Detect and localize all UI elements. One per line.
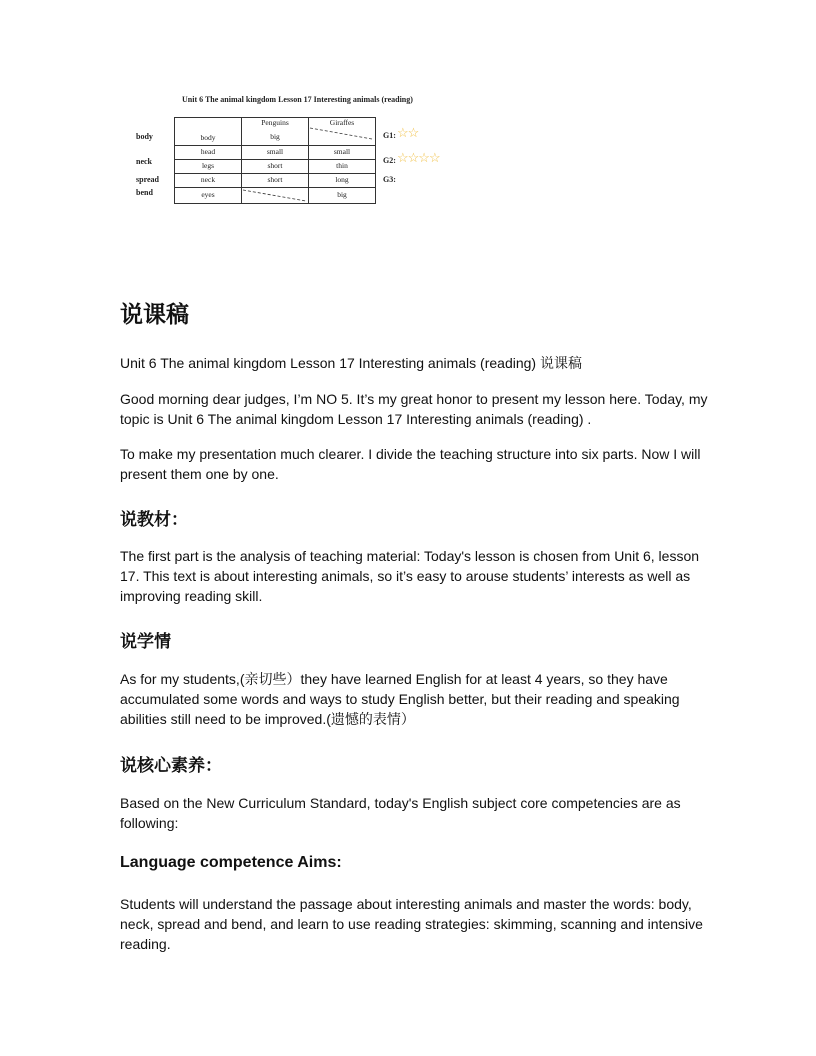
intro-paragraph-2: To make my presentation much clearer. I divide the teaching structure into six parts. Now I will present them one by one. — [120, 446, 701, 482]
material-paragraph: The first part is the analysis of teaching material: Today's lesson is chosen from Unit 6, lesson 17. This text is about interesting animals, so it’s easy to arouse students’ interests as well as improving reading skill. — [120, 548, 700, 604]
table-cell: eyes — [201, 190, 215, 199]
section-heading-core: 说核心素养： — [120, 756, 222, 776]
dashed-marks — [0, 0, 816, 215]
table-cell: body — [200, 133, 216, 142]
side-word-body: body — [136, 132, 153, 141]
section-heading-material: 说教材： — [120, 510, 188, 530]
figure-title: Unit 6 The animal kingdom Lesson 17 Interesting animals (reading) — [182, 95, 413, 104]
table-cell: small — [266, 147, 284, 156]
section-heading-language: Language competence Aims: — [120, 854, 342, 871]
doc-subtitle: Unit 6 The animal kingdom Lesson 17 Interesting animals (reading) 说课稿 — [120, 355, 582, 371]
header-penguins: Penguins — [261, 118, 289, 127]
board-figure — [0, 0, 816, 215]
group-g1-label: G1: — [383, 131, 396, 140]
table-cell: legs — [201, 161, 215, 170]
table-cell: head — [200, 147, 216, 156]
table-cell: short — [267, 161, 283, 170]
side-word-spread: spread — [136, 175, 159, 184]
table-cell: small — [333, 147, 351, 156]
group-g3-label: G3: — [383, 175, 396, 184]
group-g2-stars: ☆☆☆☆ — [397, 150, 440, 165]
intro-paragraph-1: Good morning dear judges, I’m NO 5. It’s my great honor to present my lesson here. Today, my topic is Unit 6 The animal kingdom Lesson 17 Interesting animals (reading) . — [120, 391, 708, 427]
core-paragraph: Based on the New Curriculum Standard, today's English subject core competencies are as following: — [120, 795, 681, 831]
section-heading-students: 说学情 — [120, 632, 171, 652]
table-cell: big — [337, 190, 347, 199]
side-word-bend: bend — [136, 188, 153, 197]
side-word-neck: neck — [136, 157, 152, 166]
table-cell: big — [270, 132, 280, 141]
table-cell: long — [335, 175, 349, 184]
table-cell: thin — [336, 161, 348, 170]
table-cell: neck — [200, 175, 216, 184]
doc-title: 说课稿 — [120, 302, 189, 328]
language-paragraph: Students will understand the passage about interesting animals and master the words: body, neck, spread and bend, and learn to use reading strategies: skimming, scanning and intensive reading. — [120, 896, 703, 952]
header-giraffes: Giraffes — [329, 118, 355, 127]
students-paragraph: As for my students,(亲切些）they have learned English for at least 4 years, so they have accumulated some words and ways to study English better, but their reading and speaking abilities still need to be improved.(遗憾的表情） — [120, 671, 680, 727]
group-g1-stars: ☆☆ — [397, 125, 419, 140]
group-g2-label: G2: — [383, 156, 396, 165]
table-cell: short — [267, 175, 283, 184]
